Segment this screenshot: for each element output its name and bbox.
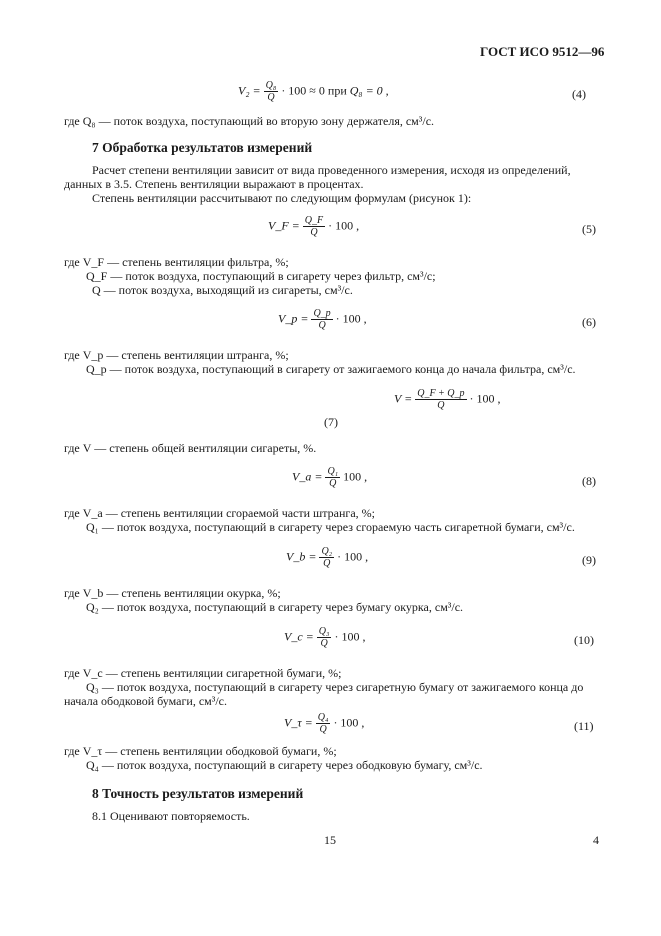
definition-11-line-2: Q₄ — поток воздуха, поступающий в сигарету через ободковую бумагу, см³/с. [86, 758, 483, 772]
formula-11-number: (11) [574, 719, 594, 733]
formula-4-fraction [264, 80, 279, 103]
paragraph-2: Степень вентиляции рассчитывают по следующим формулам (рисунок 1): [92, 191, 472, 205]
section-8-title: 8 Точность результатов измерений [92, 786, 304, 801]
formula-8-number: (8) [582, 474, 596, 488]
formula-10 [284, 626, 365, 649]
formula-10-num: Q₃ [318, 626, 330, 637]
formula-9-rest: · 100 , [337, 549, 369, 564]
formula-4-num: Q₈ [265, 80, 277, 91]
definition-5-line-1: где V_F — степень вентиляции фильтра, %; [64, 255, 289, 269]
definition-6-line-1: где V_p — степень вентиляции штранга, %; [64, 348, 289, 362]
formula-8-num: Q₁ [327, 466, 339, 477]
formula-6-rest: · 100 , [335, 311, 367, 326]
formula-9-number: (9) [582, 553, 596, 567]
formula-4 [238, 80, 389, 103]
paragraph-8-1: 8.1 Оценивают повторяемость. [92, 809, 250, 823]
formula-7-num: Q_F + Q_p [417, 388, 465, 399]
formula-11-num: Q₄ [317, 712, 329, 723]
formula-5 [268, 215, 359, 238]
formula-7-den: Q [437, 400, 445, 411]
definition-11-line-1: где V_τ — степень вентиляции ободковой бумаги, %; [64, 744, 337, 758]
formula-6-fraction [311, 308, 332, 331]
formula-8-rest: 100 , [343, 469, 368, 484]
formula-8-fraction [325, 466, 340, 489]
formula-5-lhs: V_F = [268, 218, 300, 233]
formula-5-rest: · 100 , [328, 218, 360, 233]
definition-6-line-2: Q_p — поток воздуха, поступающий в сигарету от зажигаемого конца до начала фильтра, см³/с. [86, 362, 576, 376]
formula-10-number: (10) [574, 633, 594, 647]
formula-10-fraction [317, 626, 332, 649]
formula-6-den: Q [318, 320, 326, 331]
formula-8-lhs: V_a = [292, 469, 323, 484]
formula-7-fraction [415, 388, 466, 411]
formula-11-lhs: V_τ = [284, 715, 313, 730]
formula-8-den: Q [329, 478, 337, 489]
paragraph-1-line-1: Расчет степени вентиляции зависит от вида проведенного измерения, исходя из определений, [92, 163, 571, 177]
formula-9 [286, 546, 368, 569]
formula-11-rest: · 100 , [333, 715, 365, 730]
definition-9-line-2: Q₂ — поток воздуха, поступающий в сигарету через бумагу окурка, см³/с. [86, 600, 464, 614]
page-number-right: 4 [593, 833, 599, 847]
formula-10-rest: · 100 , [334, 629, 366, 644]
formula-11-den: Q [319, 724, 327, 735]
formula-9-fraction [319, 546, 334, 569]
section-7-title: 7 Обработка результатов измерений [92, 140, 313, 155]
formula-9-lhs: V_b = [286, 549, 317, 564]
definition-8-line-1: где V_a — степень вентиляции сгораемой части штранга, %; [64, 506, 375, 520]
formula-4-lhs: V₂ = [238, 83, 261, 98]
formula-4-cond: Q₈ = 0 , [349, 83, 389, 98]
definition-5-line-3: Q — поток воздуха, выходящий из сигареты, см³/с. [92, 283, 353, 297]
definition-8-line-2: Q₁ — поток воздуха, поступающий в сигарету через сгораемую часть сигаретной бумаги, см³/с. [86, 520, 575, 534]
formula-5-den: Q [310, 227, 318, 238]
formula-9-num: Q₂ [321, 546, 333, 557]
formula-6-number: (6) [582, 315, 596, 329]
formula-6 [278, 308, 367, 331]
paragraph-1-line-2: данных в 3.5. Степень вентиляции выражают в процентах. [64, 177, 364, 191]
formula-9-den: Q [323, 558, 331, 569]
definition-5-line-2: Q_F — поток воздуха, поступающий в сигарету через фильтр, см³/с; [86, 269, 436, 283]
formula-5-number: (5) [582, 222, 596, 236]
formula-10-lhs: V_c = [284, 629, 314, 644]
document-header: ГОСТ ИСО 9512—96 [480, 44, 605, 59]
formula-7-number: (7) [324, 415, 338, 429]
formula-7-lhs: V = [394, 391, 413, 406]
formula-4-number: (4) [572, 87, 586, 101]
formula-11 [284, 712, 364, 735]
formula-5-num: Q_F [304, 215, 324, 226]
definition-7: где V — степень общей вентиляции сигареты, %. [64, 441, 317, 455]
formula-11-fraction [316, 712, 331, 735]
formula-8 [292, 466, 367, 489]
formula-7-rest: · 100 , [469, 391, 501, 406]
definition-9-line-1: где V_b — степень вентиляции окурка, %; [64, 586, 281, 600]
definition-4: где Q₈ — поток воздуха, поступающий во вторую зону держателя, см³/с. [64, 114, 435, 128]
definition-10-line-3: начала ободковой бумаги, см³/с. [64, 694, 227, 708]
formula-6-num: Q_p [313, 308, 331, 319]
definition-10-line-1: где V_c — степень вентиляции сигаретной бумаги, %; [64, 666, 342, 680]
page-number-center: 15 [324, 833, 336, 847]
formula-6-lhs: V_p = [278, 311, 309, 326]
definition-10-line-2: Q₃ — поток воздуха, поступающий в сигарету через сигаретную бумагу от зажигаемого конца до [86, 680, 584, 694]
formula-10-den: Q [320, 638, 328, 649]
formula-7 [394, 388, 501, 411]
formula-4-rest: · 100 ≈ 0 при [281, 83, 347, 98]
formula-5-fraction [303, 215, 325, 238]
formula-4-den: Q [267, 92, 275, 103]
